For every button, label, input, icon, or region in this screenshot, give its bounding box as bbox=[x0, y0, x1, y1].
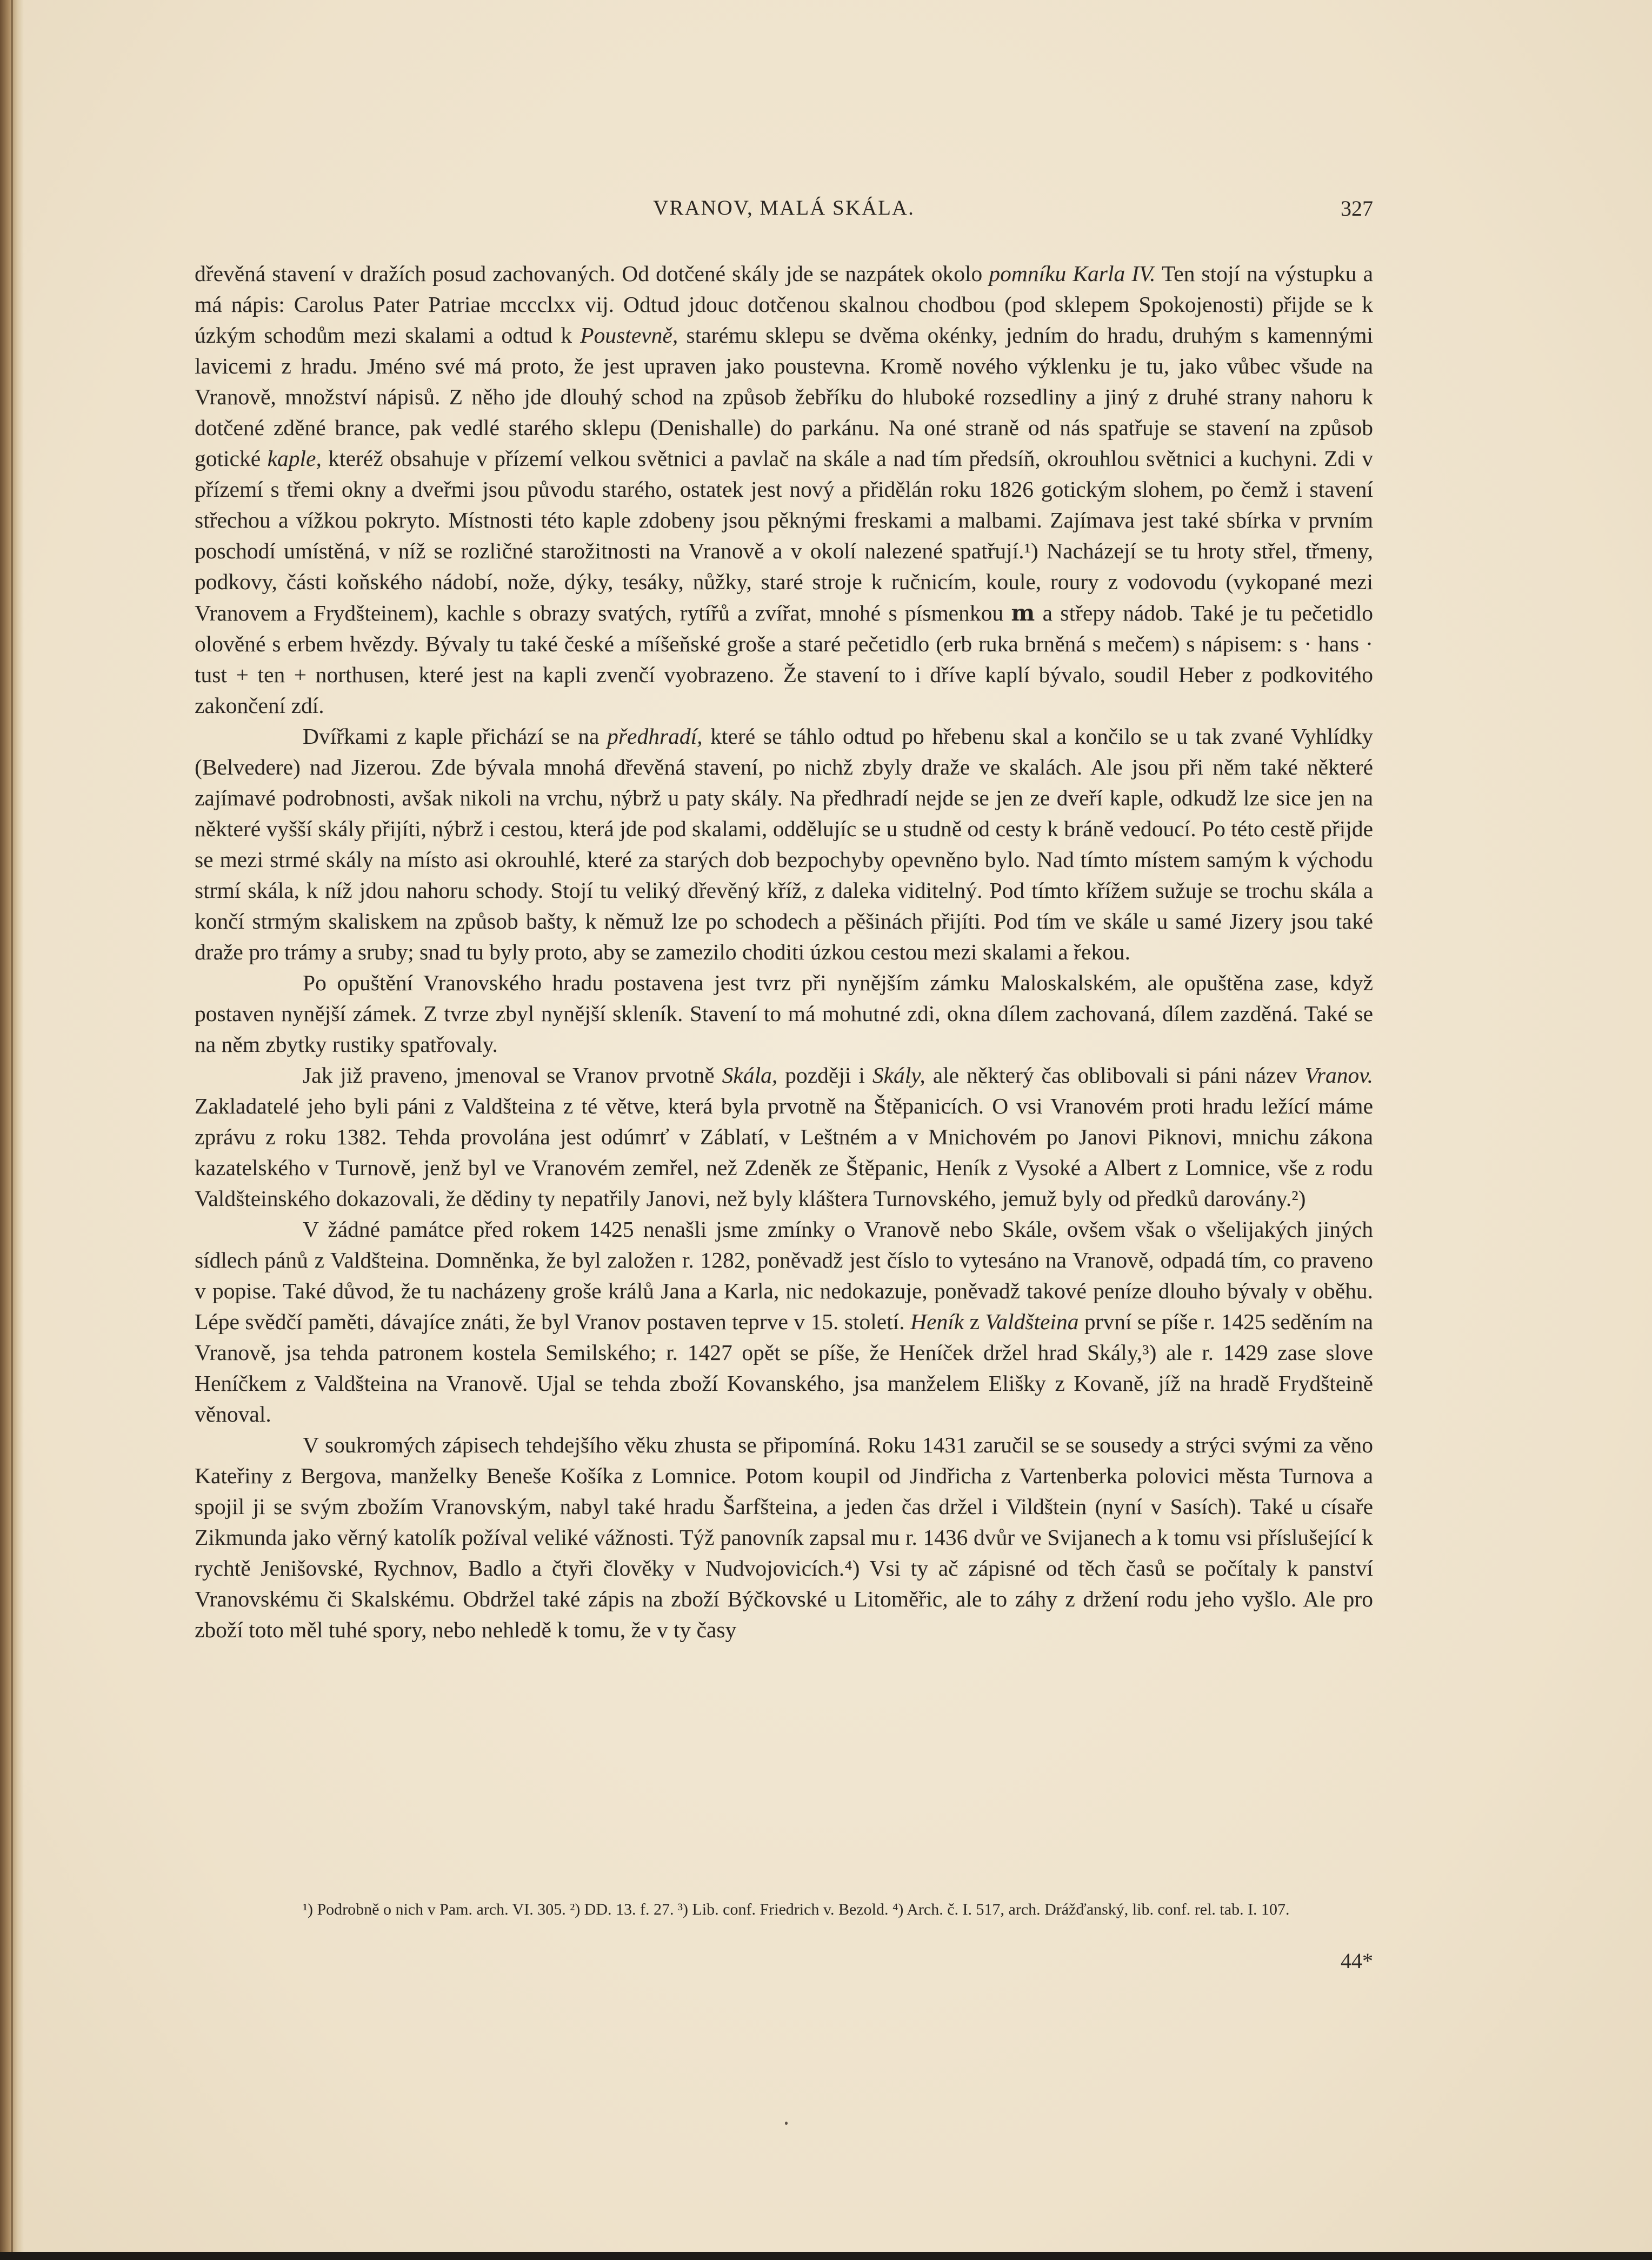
text-run: z bbox=[964, 1309, 985, 1334]
text-run: Jak již praveno, jmenoval se Vranov prvotně bbox=[303, 1063, 722, 1088]
italic-term: Valdšteina bbox=[985, 1309, 1079, 1334]
paragraph-1 bbox=[195, 258, 1373, 721]
text-run: dřevěná stavení v dražích posud zachovaných. Od dotčené skály jde se nazpátek okolo bbox=[195, 261, 989, 286]
running-title: VRANOV, MALÁ SKÁLA. bbox=[653, 196, 915, 219]
italic-term: Heník bbox=[910, 1309, 964, 1334]
italic-term: předhradí, bbox=[607, 724, 703, 749]
italic-term: Poustevně, bbox=[580, 323, 678, 348]
scan-border bbox=[0, 2252, 1652, 2260]
text-run: a střepy nádob. Také je tu pečetidlo olověné s erbem hvězdy. Bývaly tu také české a míšeňské groše a staré pečetidlo (erb ruka brněná s mečem) s nápisem: s · hans · tust + ten + northusen, které jest na kapli zvenčí vyobrazeno. Že stavení to i dříve kaplí bývalo, soudil Heber z podkovitého zakončení zdí. bbox=[195, 601, 1373, 718]
text-run: ale některý čas oblibovali si páni název bbox=[925, 1063, 1305, 1088]
text-run: V soukromých zápisech tehdejšího věku zhusta se připomíná. Roku 1431 zaručil se se sousedy a strýci svými za věno Kateřiny z Bergova, manželky Beneše Košíka z Lomnice. Potom koupil od Jindřicha z Vartenberka polovici města Turnova a spojil ji se svým zbožím Vranovským, nabyl také hradu Šarfšteina, a jeden čas držel i Vildštein (nyní v Sasích). Také u císaře Zikmunda jako věrný katolík požíval veliké vážnosti. Týž panovník zapsal mu r. 1436 dvůr ve Svijanech a k tomu vsi příslušející k rychtě Jenišovské, Rychnov, Badlo a čtyři člověky v Nudvojovicích.⁴) Vsi ty ač zápisné od těch časů se počítaly k panství Vranovskému či Skalskému. Obdržel také zápis na zboží Býčkovské u Litoměřic, ale to záhy z držení rodu jeho vyšlo. Ale pro zboží toto měl tuhé spory, nebo nehledě k tomu, že v ty časy bbox=[195, 1432, 1373, 1642]
paragraph-6 bbox=[195, 1430, 1373, 1645]
italic-term: kaple, bbox=[267, 446, 322, 471]
footnotes: ¹) Podrobně o nich v Pam. arch. VI. 305. ²) DD. 13. f. 27. ³) Lib. conf. Friedrich v. Bezold. ⁴) Arch. č. I. 517, arch. Drážďanský, lib. conf. rel. tab. I. 107. bbox=[303, 1901, 1290, 1918]
text-run: Po opuštění Vranovského hradu postavena jest tvrz při nynějším zámku Maloskalském, ale opuštěna zase, když postaven nynější zámek. Z tvrze zbyl nynější skleník. Stavení to má mohutné zdi, okna dílem zachovaná, dílem zazděná. Také se na něm zbytky rustiky spatřovaly. bbox=[195, 970, 1373, 1057]
text-run: první se píše r. 1425 seděním na Vranově, jsa tehda patronem kostela Semilského; r. 1427 opět se píše, že Heníček držel hrad Skály,³) ale r. 1429 zase slove Heníčkem z Valdšteina na Vranově. Ujal se tehda zboží Kovanského, jsa manželem Elišky z Kovaně, jíž na hradě Frydšteině věnoval. bbox=[195, 1309, 1373, 1426]
text-run: které se táhlo odtud po hřebenu skal a končilo se u tak zvané Vyhlídky (Belvedere) nad Jizerou. Zde bývala mnohá dřevěná stavení, po nichž zbyly draže ve skalách. Ale jsou při něm také některé zajímavé podrobnosti, avšak nikoli na vrchu, nýbrž u paty skály. Na předhradí nejde se jen ze dveří kaple, odkudž lze sice jen na některé vyšší skály přijíti, nýbrž i cestou, která jde pod skalami, oddělujíc se u studně od cesty k bráně vedoucí. Po této cestě přijde se mezi strmé skály na místo asi okrouhlé, které za starých dob bezpochyby opevněno bylo. Nad tímto místem samým k východu strmí skála, k níž jdou nahoru schody. Stojí tu veliký dřevěný kříž, z daleka viditelný. Pod tímto křížem sužuje se trochu skála a končí strmým skaliskem na způsob bašty, k němuž lze po schodech a pěšinách přijíti. Pod tím ve skále u samé Jizery jsou také draže pro trámy a sruby; snad tu byly proto, aby se zamezilo choditi úzkou cestou mezi skalami a řekou. bbox=[195, 724, 1374, 964]
paragraph-3 bbox=[195, 968, 1373, 1060]
italic-term: Skála, bbox=[722, 1063, 778, 1088]
italic-term: Skály, bbox=[872, 1063, 925, 1088]
blackletter-letter: m bbox=[1011, 599, 1035, 626]
italic-term: Vranov. bbox=[1304, 1063, 1373, 1088]
text-run: starému sklepu se dvěma okénky, jedním do hradu, druhým s kamennými lavicemi z hradu. Jméno své má proto, že jest upraven jako poustevna. Kromě nového výklenku je tu, jako vůbec všude na Vranově, množství nápisů. Z něho jde dlouhý schod na způsob žebříku do hluboké rozsedliny a jiný z druhé strany nahoru k dotčené zděné brance, pak vedlé starého sklepu (Denishalle) do parkánu. Na oné straně od nás spatřuje se stavení na způsob gotické bbox=[195, 323, 1374, 471]
text-run: Ten stojí na výstupku a má nápis: Carolus Pater Patriae mccclxx vij. Odtud jdouc dotčenou skalnou chodbou (pod sklepem Spokojenosti) přijde se k úzkým schodům mezi skalami a odtud k bbox=[195, 261, 1373, 348]
text-run: kteréž obsahuje v přízemí velkou světnici a pavlač na skále a nad tím předsíň, okrouhlou světnici a kuchyni. Zdi v přízemí s třemi okny a dveřmi jsou původu starého, ostatek jest nový a přidělán roku 1826 gotickým slohem, po čemž i stavení střechou a vížkou pokryto. Místnosti této kaple zdobeny jsou pěknými freskami a malbami. Zajímava jest také sbírka v prvním poschodí umístěná, v níž se rozličné starožitnosti na Vranově a v okolí nalezené spatřují.¹) Nacházejí se tu hroty střel, třmeny, podkovy, části koňského nádobí, nože, dýky, tesáky, nůžky, staré stroje k ručnicím, koule, roury z vodovodu (vykopané mezi Vranovem a Frydšteinem), kachle s obrazy svatých, rytířů a zvířat, mnohé s písmenkou bbox=[195, 446, 1373, 625]
signature-mark: 44* bbox=[1341, 1949, 1373, 1973]
text-run: později i bbox=[777, 1063, 872, 1088]
paper-speck bbox=[785, 2122, 788, 2125]
page-number: 327 bbox=[1341, 196, 1373, 221]
text-run: Zakladatelé jeho byli páni z Valdšteina z té větve, která byla prvotně na Štěpanicích. O vsi Vranovém proti hradu ležící máme zprávu z roku 1382. Tehda provolána jest odúmrť v Záblatí, v Leštném a v Mnichovém po Janovi Piknovi, mnichu zákona kazatelského v Turnově, jenž byl ve Vranovém zemřel, než Zdeněk ze Štěpanic, Heník z Vysoké a Albert z Lomnice, vše z rodu Valdšteinského dokazovali, že dědiny ty nepatřily Janovi, než byly kláštera Turnovského, jemuž byly od předků darovány.²) bbox=[195, 1094, 1373, 1211]
body-text bbox=[195, 258, 1373, 1645]
binding-edge bbox=[11, 0, 13, 2260]
paragraph-4 bbox=[195, 1060, 1373, 1214]
italic-term: pomníku Karla IV. bbox=[989, 261, 1156, 286]
text-run: V žádné památce před rokem 1425 nenašli jsme zmínky o Vranově nebo Skále, ovšem však o všelijakých jiných sídlech pánů z Valdšteina. Domněnka, že byl založen r. 1282, poněvadž jest číslo to vytesáno na Vranově, odpadá tím, co praveno v popise. Také důvod, že tu nacházeny groše králů Jana a Karla, nic nedokazuje, poněvadž takové peníze dlouho bývaly v oběhu. Lépe svědčí paměti, dávajíce znáti, že byl Vranov postaven teprve v 15. století. bbox=[195, 1217, 1373, 1334]
paragraph-2 bbox=[195, 721, 1373, 968]
text-run: Dvířkami z kaple přichází se na bbox=[303, 724, 608, 749]
paragraph-5 bbox=[195, 1214, 1373, 1430]
